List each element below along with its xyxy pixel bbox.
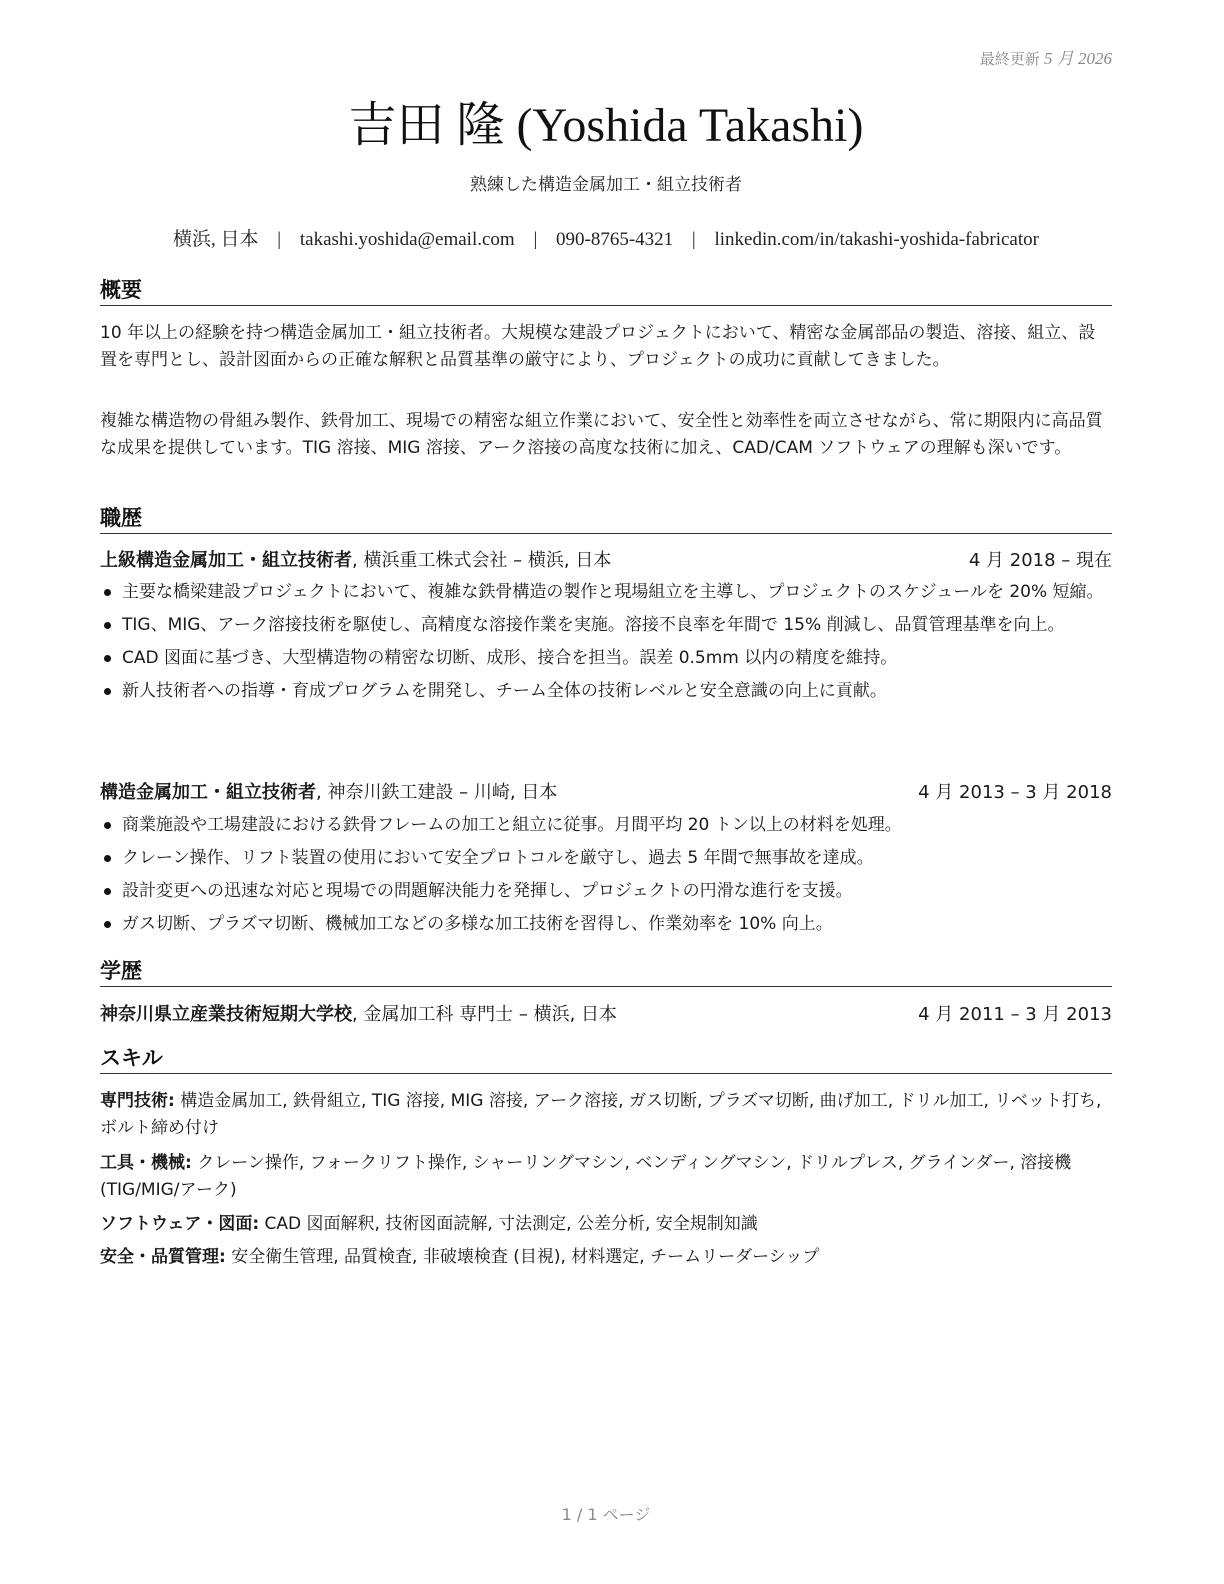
skill-list: CAD 図面解釈, 技術図面読解, 寸法測定, 公差分析, 安全規制知識 xyxy=(259,1214,758,1234)
list-item: CAD 図面に基づき、大型構造物の精密な切断、成形、接合を担当。誤差 0.5mm 以内の精度を維持。 xyxy=(100,645,1112,671)
resume-page xyxy=(100,0,1112,1584)
job-dates: 4 月 2018 – 現在 xyxy=(968,550,1112,571)
job-bullets xyxy=(100,812,1112,944)
candidate-name: 吉田 隆 (Yoshida Takashi) xyxy=(348,99,864,152)
contact-linkedin[interactable]: linkedin.com/in/takashi-yoshida-fabricator xyxy=(714,229,1039,250)
list-item: 商業施設や工場建設における鉄骨フレームの加工と組立に従事。月間平均 20 トン以上の材料を処理。 xyxy=(100,812,1112,838)
candidate-title: 熟練した構造金属加工・組立技術者 xyxy=(470,175,742,195)
list-item: ガス切断、プラズマ切断、機械加工などの多様な加工技術を習得し、作業効率を 10% 向上。 xyxy=(100,911,1112,937)
last-updated xyxy=(980,44,1112,69)
job-header xyxy=(100,780,1112,806)
last-updated-label: 最終更新 xyxy=(979,50,1040,68)
last-updated-date: 5 月 2026 xyxy=(1044,49,1112,68)
job-dates: 4 月 2013 – 3 月 2018 xyxy=(918,782,1112,803)
section-heading-summary: 概要 xyxy=(100,277,1112,306)
summary-paragraph: 10 年以上の経験を持つ構造金属加工・組立技術者。大規模な建設プロジェクトにおいて、精密な金属部品の製造、溶接、組立、設置を専門とし、設計図面からの正確な解釈と品質基準の厳守により、プロジェクトの成功に貢献してきました。 xyxy=(100,323,1096,370)
summary-paragraph: 複雑な構造物の骨組み製作、鉄骨加工、現場での精密な組立作業において、安全性と効率性を両立させながら、常に期限内に高品質な成果を提供しています。TIG 溶接、MIG 溶接、アーク溶接の高度な技術に加え、CAD/CAM ソフトウェアの理解も深いです。 xyxy=(100,411,1103,458)
contact-separator: | xyxy=(277,229,282,250)
degree-detail: , 金属加工科 専門士 – 横浜, 日本 xyxy=(352,1004,618,1025)
job-header xyxy=(100,548,1112,574)
contact-line xyxy=(100,224,1112,251)
education-dates: 4 月 2011 – 3 月 2013 xyxy=(918,1004,1112,1025)
skill-row xyxy=(100,1211,1112,1238)
contact-phone[interactable]: 090-8765-4321 xyxy=(556,229,674,250)
contact-email[interactable]: takashi.yoshida@email.com xyxy=(299,229,515,250)
job-title: 構造金属加工・組立技術者 xyxy=(100,782,316,803)
job-employer: , 横浜重工株式会社 – 横浜, 日本 xyxy=(352,550,612,571)
contact-separator: | xyxy=(691,229,696,250)
contact-separator: | xyxy=(533,229,538,250)
education-entry xyxy=(100,1002,1112,1028)
list-item: TIG、MIG、アーク溶接技術を駆使し、高精度な溶接作業を実施。溶接不良率を年間で 15% 削減し、品質管理基準を向上。 xyxy=(100,612,1112,638)
school-name: 神奈川県立産業技術短期大学校 xyxy=(100,1004,352,1025)
skill-list: 構造金属加工, 鉄骨組立, TIG 溶接, MIG 溶接, アーク溶接, ガス切断, プラズマ切断, 曲げ加工, ドリル加工, リベット打ち, ボルト締め付け xyxy=(100,1091,1102,1138)
page-number: 1 / 1 ページ xyxy=(561,1505,651,1524)
list-item: 新人技術者への指導・育成プログラムを開発し、チーム全体の技術レベルと安全意識の向上に貢献。 xyxy=(100,678,1112,704)
job-bullets xyxy=(100,579,1112,711)
list-item: 設計変更への迅速な対応と現場での問題解決能力を発揮し、プロジェクトの円滑な進行を支援。 xyxy=(100,878,1112,904)
skill-row xyxy=(100,1150,1112,1204)
skill-category: 工具・機械: xyxy=(100,1153,192,1173)
skill-category: 安全・品質管理: xyxy=(100,1247,226,1267)
skill-category: 専門技術: xyxy=(100,1091,175,1111)
job-employer: , 神奈川鉄工建設 – 川崎, 日本 xyxy=(316,782,558,803)
list-item: 主要な橋梁建設プロジェクトにおいて、複雑な鉄骨構造の製作と現場組立を主導し、プロジェクトのスケジュールを 20% 短縮。 xyxy=(100,579,1112,605)
section-heading-experience: 職歴 xyxy=(100,505,1112,534)
skill-list: クレーン操作, フォークリフト操作, シャーリングマシン, ベンディングマシン, ドリルプレス, グラインダー, 溶接機 (TIG/MIG/アーク) xyxy=(100,1153,1072,1200)
skill-row xyxy=(100,1088,1112,1142)
section-heading-education: 学歴 xyxy=(100,958,1112,987)
skill-category: ソフトウェア・図面: xyxy=(100,1214,260,1234)
section-heading-skills: スキル xyxy=(100,1045,1112,1074)
skill-list: 安全衛生管理, 品質検査, 非破壊検査 (目視), 材料選定, チームリーダーシップ xyxy=(225,1247,820,1267)
skill-row xyxy=(100,1244,1112,1271)
contact-location: 横浜, 日本 xyxy=(173,229,259,250)
job-title: 上級構造金属加工・組立技術者 xyxy=(100,550,352,571)
list-item: クレーン操作、リフト装置の使用において安全プロトコルを厳守し、過去 5 年間で無事故を達成。 xyxy=(100,845,1112,871)
